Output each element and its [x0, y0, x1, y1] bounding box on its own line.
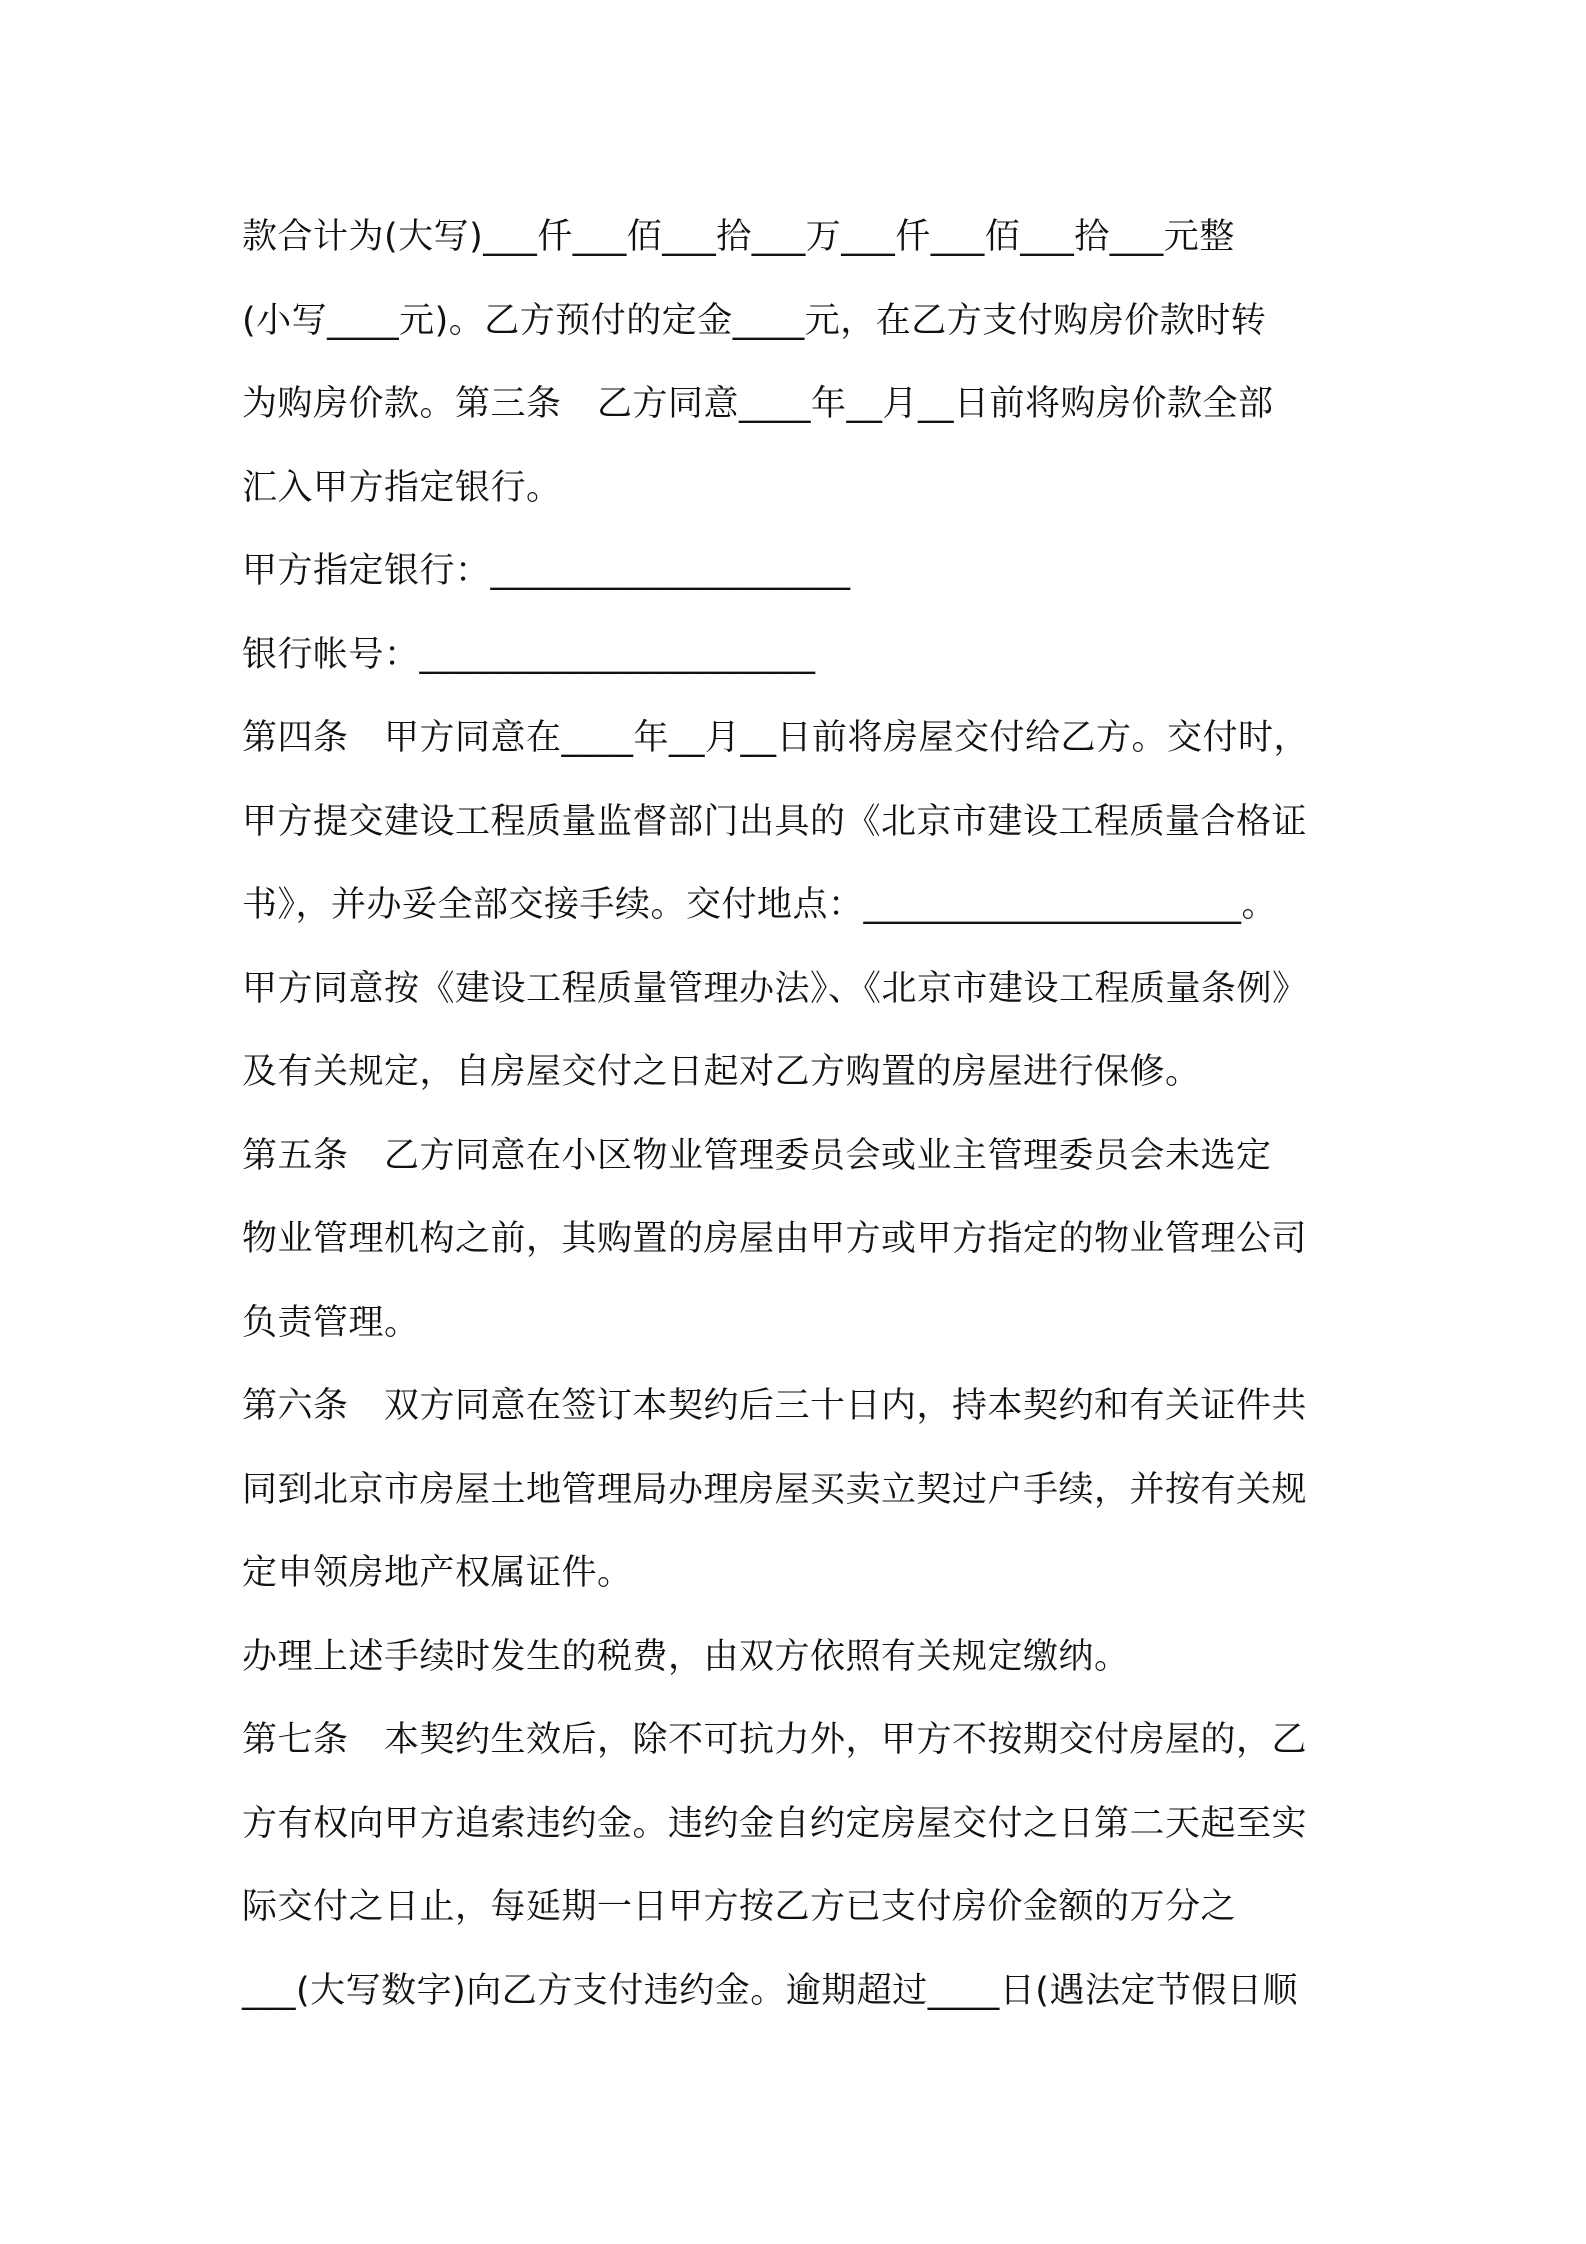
text-line: 款合计为(大写)___仟___佰___拾___万___仟___佰___拾___元整 [242, 217, 1235, 257]
text-line: ___(大写数字)向乙方支付违约金。逾期超过____日(遇法定节假日顺 [242, 1970, 1298, 2011]
text-line: 甲方提交建设工程质量监督部门出具的《北京市建设工程质量合格证 [242, 801, 1308, 842]
text-line: 负责管理。 [242, 1302, 420, 1343]
text-line: 物业管理机构之前，其购置的房屋由甲方或甲方指定的物业管理公司 [242, 1219, 1308, 1259]
text-line: 第四条 甲方同意在____年__月__日前将房屋交付给乙方。交付时， [242, 718, 1310, 758]
text-line: 际交付之日止，每延期一日甲方按乙方已支付房价金额的万分之 [242, 1887, 1237, 1927]
text-line: 银行帐号：______________________ [242, 634, 816, 675]
text-line: 为购房价款。第三条 乙方同意____年__月__日前将购房价款全部 [242, 384, 1274, 424]
text-line: 定申领房地产权属证件。 [242, 1553, 633, 1593]
text-line: 方有权向甲方追索违约金。违约金自约定房屋交付之日第二天起至实 [242, 1803, 1308, 1844]
text-line: 第七条 本契约生效后，除不可抗力外，甲方不按期交付房屋的，乙 [242, 1720, 1308, 1760]
text-line: 甲方同意按《建设工程质量管理办法》、《北京市建设工程质量条例》 [242, 968, 1308, 1009]
text-line: 及有关规定，自房屋交付之日起对乙方购置的房屋进行保修。 [242, 1052, 1201, 1092]
contract-text [242, 196, 1362, 2033]
text-line: 书》，并办妥全部交接手续。交付地点：_____________________。 [242, 885, 1278, 925]
text-line: 第五条 乙方同意在小区物业管理委员会或业主管理委员会未选定 [242, 1135, 1272, 1176]
text-line: (小写____元)。乙方预付的定金____元，在乙方支付购房价款时转 [242, 300, 1267, 341]
text-line: 甲方指定银行：____________________ [242, 551, 851, 591]
text-line: 第六条 双方同意在签订本契约后三十日内，持本契约和有关证件共 [242, 1386, 1308, 1426]
text-line: 同到北京市房屋土地管理局办理房屋买卖立契过户手续，并按有关规 [242, 1469, 1308, 1510]
text-line: 办理上述手续时发生的税费，由双方依照有关规定缴纳。 [242, 1636, 1130, 1677]
text-line: 汇入甲方指定银行。 [242, 467, 562, 508]
